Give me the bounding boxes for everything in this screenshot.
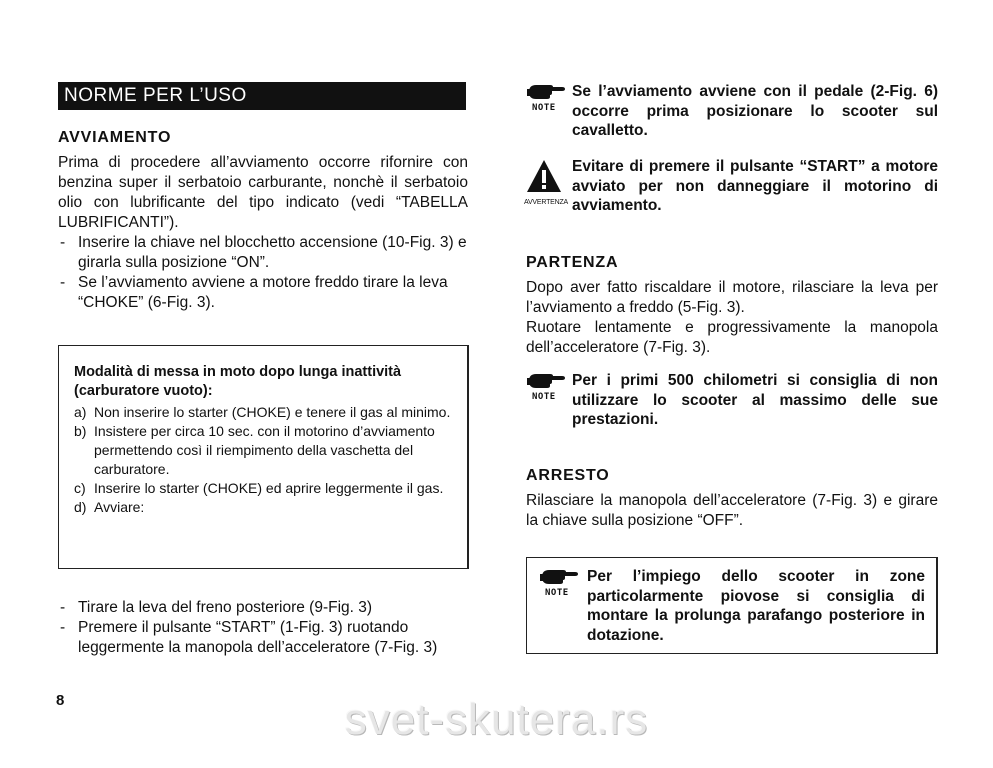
note-text: Per l’impiego dello scooter in zone particolarmente piovose si consiglia di montare la prolunga parafango posteriore in dotazione.: [587, 568, 925, 644]
note-first-500km: [526, 371, 938, 430]
arresto-text: Rilasciare la manopola dell’acceleratore (7-Fig. 3) e girare la chiave sulla posizione “OFF”.: [526, 492, 938, 529]
pointing-hand-icon: [539, 567, 579, 587]
list-item: - Premere il pulsante “START” (1-Fig. 3) ruotando leggermente la manopola dell’acceleratore (7-Fig. 3): [60, 619, 438, 656]
list-item: b) Insistere per circa 10 sec. con il motorino d’avviamento permettendo così il riempimento della vaschetta del carburatore.: [74, 423, 435, 477]
note-pedal-start: [526, 82, 938, 141]
warning-text: Evitare di premere il pulsante “START” a motore avviato per non danneggiare il motorino di avviamento.: [572, 158, 938, 214]
list-item: - Se l’avviamento avviene a motore freddo tirare la leva “CHOKE” (6-Fig. 3).: [60, 274, 448, 311]
start-steps-list: [58, 233, 468, 313]
warning-triangle-icon: [526, 159, 562, 193]
pointing-hand-icon: [526, 371, 566, 391]
warning-icon-group: [526, 159, 570, 206]
note-icon-group: [526, 371, 570, 402]
note-text: Se l’avviamento avviene con il pedale (2-Fig. 6) occorre prima posizionare lo scooter sul cavalletto.: [572, 83, 938, 139]
partenza-section: [526, 254, 938, 358]
note-icon-group: [539, 567, 583, 598]
note-label: NOTE: [532, 103, 556, 113]
long-inactivity-box: [58, 345, 469, 569]
note-icon-group: [526, 82, 570, 113]
partenza-text-1: Dopo aver fatto riscaldare il motore, rilasciare la leva per l’avviamento a freddo (5-Fig. 3).: [526, 279, 938, 316]
note-text: Per i primi 500 chilometri si consiglia di non utilizzare lo scooter al massimo delle sue prestazioni.: [572, 372, 938, 428]
left-column: [58, 82, 468, 313]
section-title-bar: NORME PER L’USO: [58, 82, 466, 110]
pointing-hand-icon: [526, 82, 566, 102]
box-heading: Modalità di messa in moto dopo lunga inattività (carburatore vuoto):: [74, 364, 402, 399]
list-item: - Inserire la chiave nel blocchetto accensione (10-Fig. 3) e girarla sulla posizione “ON”.: [60, 234, 467, 271]
list-item: d) Avviare:: [74, 499, 145, 515]
list-item: c) Inserire lo starter (CHOKE) ed aprire leggermente il gas.: [74, 480, 444, 496]
list-item: a) Non inserire lo starter (CHOKE) e tenere il gas al minimo.: [74, 404, 451, 420]
list-item: - Tirare la leva del freno posteriore (9-Fig. 3): [60, 599, 373, 616]
watermark: svet-skutera.rs: [344, 695, 649, 744]
partenza-text-2: Ruotare lentamente e progressivamente la manopola dell’acceleratore (7-Fig. 3).: [526, 319, 938, 356]
rain-note-box: [526, 557, 938, 654]
arresto-section: [526, 467, 938, 531]
partenza-heading: PARTENZA: [526, 254, 619, 271]
warning-start-button: [526, 157, 938, 216]
note-rainy-zones: [539, 567, 925, 645]
avviamento-heading: AVVIAMENTO: [58, 129, 172, 146]
avviamento-text: Prima di procedere all’avviamento occorre rifornire con benzina super il serbatoio carburante, nonchè il serbatoio olio con lubrificante del tipo indicato (vedi “TABELLA LUBRIFICANTI”).: [58, 154, 468, 231]
warning-label: AVVERTENZA: [524, 199, 569, 206]
note-label: NOTE: [532, 392, 556, 402]
after-steps-list: [58, 598, 468, 658]
note-label: NOTE: [545, 588, 569, 598]
page-number: 8: [56, 692, 65, 709]
arresto-heading: ARRESTO: [526, 467, 610, 484]
